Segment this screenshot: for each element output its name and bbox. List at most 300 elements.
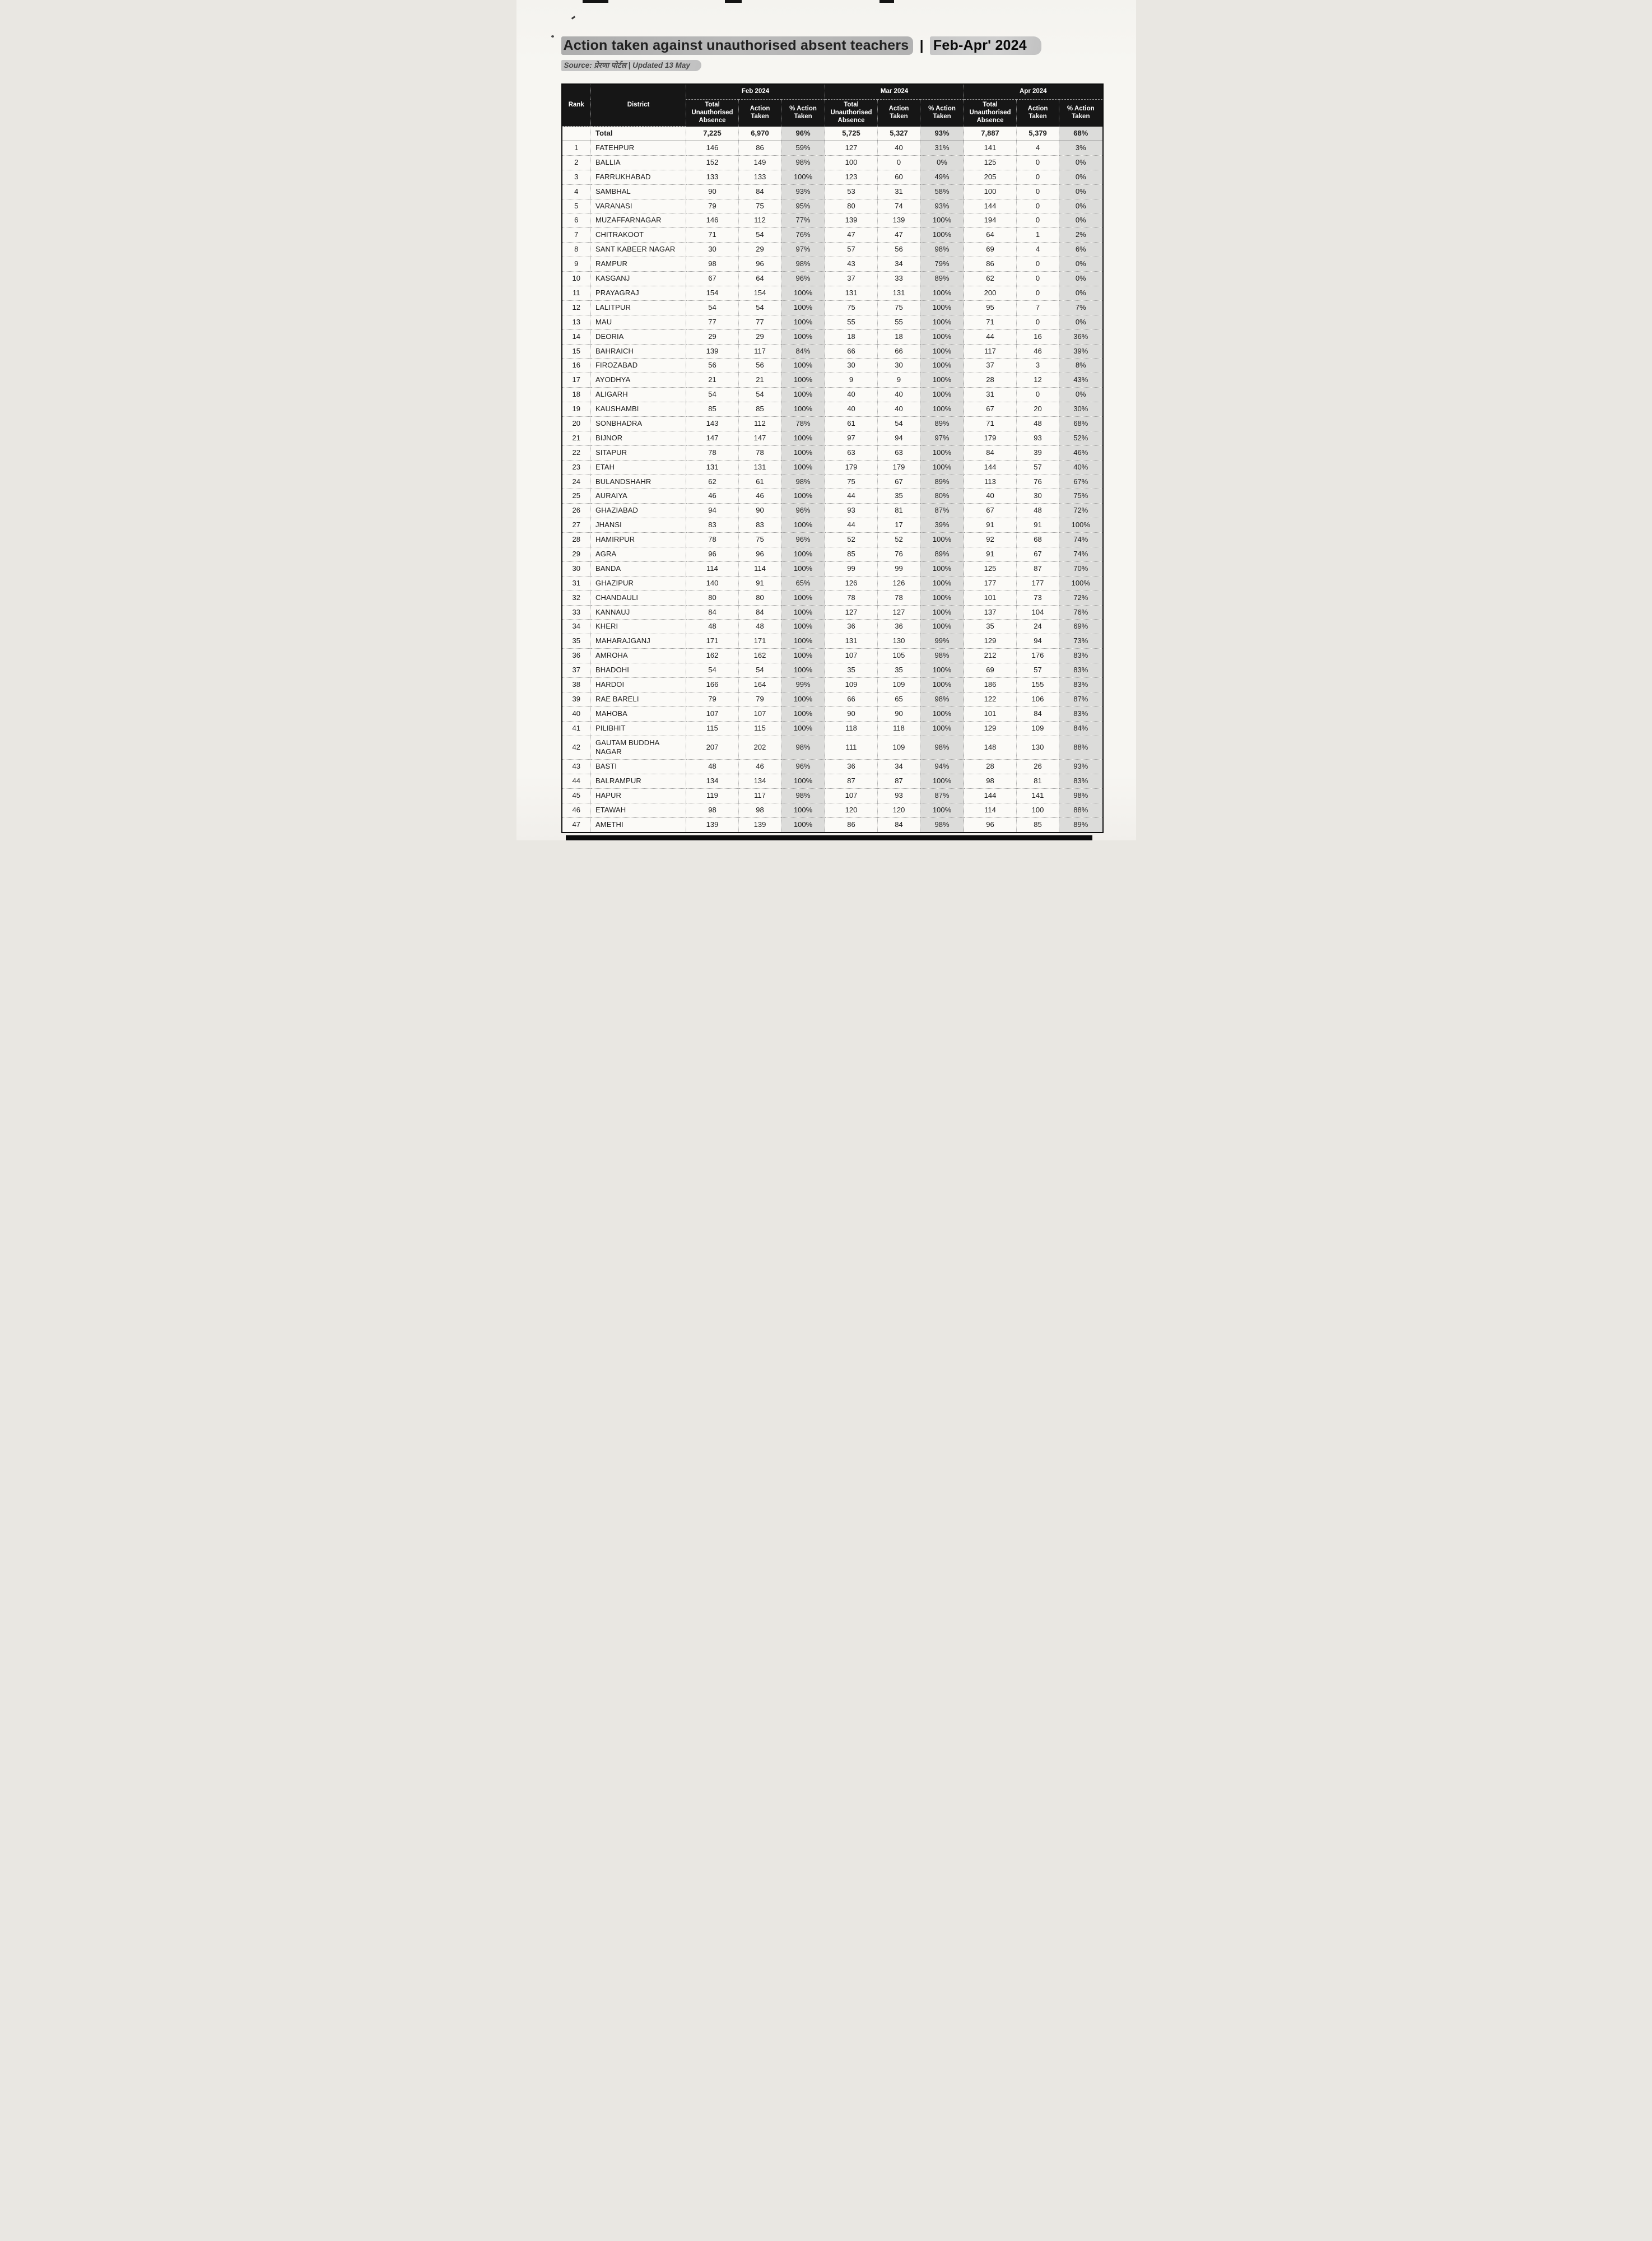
cell-value: 88% — [1059, 803, 1103, 818]
cell-value: 112 — [739, 213, 781, 228]
cell-value: 31% — [920, 141, 964, 156]
cell-value: 73% — [1059, 634, 1103, 649]
cell-value: 33 — [878, 272, 920, 286]
cell-value: 78 — [686, 445, 739, 460]
cell-value: 177 — [1017, 576, 1059, 591]
cell-value: 4 — [1017, 243, 1059, 257]
cell-value: 61 — [739, 475, 781, 489]
cell-district: CHANDAULI — [591, 591, 686, 605]
cell-value: 35 — [878, 663, 920, 678]
cell-value: 207 — [686, 736, 739, 760]
cell-value: 100% — [781, 591, 825, 605]
cell-rank: 5 — [562, 199, 591, 213]
cell-value: 35 — [964, 620, 1017, 634]
cell-value: 98% — [920, 243, 964, 257]
cell-value: 131 — [739, 460, 781, 475]
cell-value: 35 — [825, 663, 878, 678]
cell-district: AYODHYA — [591, 373, 686, 388]
cell-value: 118 — [878, 721, 920, 736]
table-row — [562, 300, 1103, 315]
cell-value: 133 — [686, 170, 739, 184]
cell-value: 87% — [1059, 692, 1103, 706]
cell-value: 0% — [1059, 286, 1103, 300]
cell-value: 97% — [920, 431, 964, 445]
cell-value: 100% — [920, 533, 964, 547]
cell-value: 133 — [739, 170, 781, 184]
cell-value: 0 — [1017, 388, 1059, 402]
cell-value: 56 — [686, 359, 739, 373]
cell-district: MAHOBA — [591, 706, 686, 721]
cell-value: 68 — [1017, 533, 1059, 547]
cell-value: 98% — [781, 257, 825, 272]
cell-district: HAPUR — [591, 789, 686, 803]
scan-artifact-top — [583, 0, 608, 3]
cell-value: 74% — [1059, 547, 1103, 561]
cell-value: 113 — [964, 475, 1017, 489]
cell-value: 100% — [920, 605, 964, 620]
cell-value: 26 — [1017, 760, 1059, 774]
cell-value: 95 — [964, 300, 1017, 315]
cell-value: 117 — [964, 344, 1017, 359]
table-header — [562, 84, 1103, 126]
cell-value: 122 — [964, 692, 1017, 706]
cell-value: 47 — [825, 228, 878, 243]
table-row — [562, 677, 1103, 692]
cell-value: 98% — [781, 789, 825, 803]
cell-value: 96 — [964, 817, 1017, 832]
cell-value: 100% — [781, 803, 825, 818]
cell-district: BULANDSHAHR — [591, 475, 686, 489]
cell-value: 100% — [920, 286, 964, 300]
cell-value: 100% — [781, 817, 825, 832]
cell-value: 100% — [781, 300, 825, 315]
cell-value: 100% — [920, 213, 964, 228]
cell-value: 44 — [825, 518, 878, 533]
cell-rank: 21 — [562, 431, 591, 445]
cell-value: 78 — [686, 533, 739, 547]
cell-value: 54 — [739, 388, 781, 402]
cell-value: 91 — [739, 576, 781, 591]
cell-value: 83 — [739, 518, 781, 533]
cell-value: 100% — [920, 576, 964, 591]
cell-rank: 30 — [562, 561, 591, 576]
cell-district: KANNAUJ — [591, 605, 686, 620]
cell-value: 54 — [686, 388, 739, 402]
cell-value: 162 — [686, 649, 739, 663]
cell-value: 89% — [920, 547, 964, 561]
cell-district: AMROHA — [591, 649, 686, 663]
cell-value: 98 — [686, 803, 739, 818]
cell-value: 114 — [686, 561, 739, 576]
cell-value: 77% — [781, 213, 825, 228]
cell-value: 100% — [781, 663, 825, 678]
cell-value: 36 — [878, 620, 920, 634]
cell-district: KASGANJ — [591, 272, 686, 286]
table-row — [562, 257, 1103, 272]
cell-value: 95% — [781, 199, 825, 213]
cell-value: 78% — [781, 416, 825, 431]
cell-value: 100 — [1017, 803, 1059, 818]
table-row — [562, 373, 1103, 388]
cell-value: 7% — [1059, 300, 1103, 315]
cell-value: 127 — [878, 605, 920, 620]
cell-value: 205 — [964, 170, 1017, 184]
cell-value: 125 — [964, 155, 1017, 170]
cell-value: 93% — [1059, 760, 1103, 774]
cell-value: 93% — [781, 184, 825, 199]
header-action-taken: % Action Taken — [781, 100, 825, 127]
cell-value: 67 — [878, 475, 920, 489]
cell-value: 91 — [1017, 518, 1059, 533]
table-row — [562, 489, 1103, 504]
cell-district: HAMIRPUR — [591, 533, 686, 547]
table-row — [562, 533, 1103, 547]
cell-rank: 44 — [562, 774, 591, 789]
cell-value: 127 — [825, 605, 878, 620]
cell-value: 40% — [1059, 460, 1103, 475]
cell-rank: 13 — [562, 315, 591, 329]
cell-value: 144 — [964, 789, 1017, 803]
cell-value: 0% — [1059, 199, 1103, 213]
cell-value: 96% — [781, 504, 825, 518]
cell-value: 109 — [1017, 721, 1059, 736]
cell-value: 21 — [739, 373, 781, 388]
cell-value: 130 — [878, 634, 920, 649]
cell-district: ETAWAH — [591, 803, 686, 818]
cell-value: 0% — [1059, 272, 1103, 286]
cell-value: 55 — [825, 315, 878, 329]
cell-value: 30 — [878, 359, 920, 373]
cell-value: 0 — [1017, 315, 1059, 329]
cell-district: HARDOI — [591, 677, 686, 692]
cell-value: 75% — [1059, 489, 1103, 504]
cell-value: 0 — [1017, 272, 1059, 286]
cell-value: 0% — [1059, 315, 1103, 329]
table-row — [562, 475, 1103, 489]
cell-rank: 6 — [562, 213, 591, 228]
cell-value: 93% — [920, 127, 964, 141]
cell-value: 100% — [920, 228, 964, 243]
cell-value: 0% — [1059, 155, 1103, 170]
cell-value: 37 — [825, 272, 878, 286]
cell-value: 29 — [739, 243, 781, 257]
cell-value: 107 — [825, 789, 878, 803]
cell-district: SITAPUR — [591, 445, 686, 460]
table-row — [562, 561, 1103, 576]
cell-value: 57 — [825, 243, 878, 257]
cell-value: 96% — [781, 272, 825, 286]
table-row — [562, 547, 1103, 561]
cell-rank: 40 — [562, 706, 591, 721]
cell-value: 200 — [964, 286, 1017, 300]
cell-value: 65% — [781, 576, 825, 591]
cell-value: 162 — [739, 649, 781, 663]
cell-value: 100 — [964, 184, 1017, 199]
cell-value: 89% — [1059, 817, 1103, 832]
cell-value: 146 — [686, 141, 739, 156]
cell-value: 96% — [781, 127, 825, 141]
cell-value: 40 — [964, 489, 1017, 504]
table-row — [562, 243, 1103, 257]
cell-value: 30 — [825, 359, 878, 373]
cell-value: 80 — [686, 591, 739, 605]
table-row — [562, 359, 1103, 373]
cell-value: 75 — [739, 533, 781, 547]
scan-artifact-top — [879, 0, 894, 3]
table-row — [562, 431, 1103, 445]
cell-rank: 39 — [562, 692, 591, 706]
cell-value: 100% — [781, 774, 825, 789]
cell-district: KHERI — [591, 620, 686, 634]
cell-value: 100% — [920, 329, 964, 344]
cell-value: 149 — [739, 155, 781, 170]
cell-district: AMETHI — [591, 817, 686, 832]
cell-district: SONBHADRA — [591, 416, 686, 431]
cell-rank: 42 — [562, 736, 591, 760]
cell-value: 171 — [739, 634, 781, 649]
cell-value: 48 — [739, 620, 781, 634]
cell-value: 67 — [686, 272, 739, 286]
cell-value: 84 — [964, 445, 1017, 460]
cell-value: 96 — [686, 547, 739, 561]
table-row — [562, 605, 1103, 620]
cell-value: 17 — [878, 518, 920, 533]
cell-value: 107 — [739, 706, 781, 721]
cell-rank: 29 — [562, 547, 591, 561]
cell-value: 164 — [739, 677, 781, 692]
cell-value: 80% — [920, 489, 964, 504]
cell-value: 98 — [686, 257, 739, 272]
cell-value: 100% — [920, 591, 964, 605]
cell-value: 84 — [686, 605, 739, 620]
cell-rank: 2 — [562, 155, 591, 170]
cell-value: 1 — [1017, 228, 1059, 243]
cell-value: 75 — [825, 475, 878, 489]
cell-value: 87 — [1017, 561, 1059, 576]
cell-value: 98% — [920, 736, 964, 760]
cell-value: 100% — [781, 431, 825, 445]
scan-artifact-top — [725, 0, 742, 3]
cell-value: 171 — [686, 634, 739, 649]
cell-value: 96% — [781, 760, 825, 774]
cell-value: 76% — [1059, 605, 1103, 620]
cell-value: 134 — [739, 774, 781, 789]
cell-value: 34 — [878, 257, 920, 272]
cell-value: 100% — [781, 388, 825, 402]
cell-district: BASTI — [591, 760, 686, 774]
cell-rank: 23 — [562, 460, 591, 475]
cell-district: JHANSI — [591, 518, 686, 533]
cell-value: 40 — [878, 388, 920, 402]
cell-value: 78 — [739, 445, 781, 460]
cell-value: 186 — [964, 677, 1017, 692]
cell-value: 139 — [686, 817, 739, 832]
cell-value: 40 — [878, 402, 920, 417]
cell-value: 90 — [739, 504, 781, 518]
cell-value: 52% — [1059, 431, 1103, 445]
cell-value: 39% — [1059, 344, 1103, 359]
cell-value: 93 — [878, 789, 920, 803]
cell-value: 0 — [1017, 213, 1059, 228]
cell-value: 93 — [825, 504, 878, 518]
cell-district: PRAYAGRAJ — [591, 286, 686, 300]
cell-value: 84% — [781, 344, 825, 359]
cell-value: 40 — [825, 402, 878, 417]
cell-district: FIROZABAD — [591, 359, 686, 373]
cell-rank — [562, 127, 591, 141]
cell-value: 54 — [739, 228, 781, 243]
cell-district: PILIBHIT — [591, 721, 686, 736]
cell-value: 63 — [878, 445, 920, 460]
cell-value: 141 — [964, 141, 1017, 156]
cell-value: 179 — [878, 460, 920, 475]
cell-value: 139 — [825, 213, 878, 228]
cell-rank: 25 — [562, 489, 591, 504]
cell-value: 34 — [878, 760, 920, 774]
header-month-group: Apr 2024 — [964, 84, 1103, 100]
cell-value: 46 — [686, 489, 739, 504]
cell-value: 84 — [739, 605, 781, 620]
cell-value: 139 — [686, 344, 739, 359]
cell-district: KAUSHAMBI — [591, 402, 686, 417]
cell-value: 12 — [1017, 373, 1059, 388]
cell-value: 0 — [1017, 257, 1059, 272]
cell-value: 90 — [825, 706, 878, 721]
cell-value: 140 — [686, 576, 739, 591]
cell-value: 44 — [964, 329, 1017, 344]
cell-rank: 22 — [562, 445, 591, 460]
cell-value: 48 — [1017, 504, 1059, 518]
cell-district: MAU — [591, 315, 686, 329]
cell-rank: 15 — [562, 344, 591, 359]
cell-value: 144 — [964, 199, 1017, 213]
cell-value: 96 — [739, 547, 781, 561]
cell-value: 71 — [964, 416, 1017, 431]
title-highlighted-text: Action taken against unauthorised absent teachers — [561, 36, 914, 55]
table-row — [562, 184, 1103, 199]
cell-value: 100% — [920, 663, 964, 678]
cell-value: 6,970 — [739, 127, 781, 141]
cell-value: 96 — [739, 257, 781, 272]
cell-value: 141 — [1017, 789, 1059, 803]
table-row — [562, 286, 1103, 300]
cell-value: 176 — [1017, 649, 1059, 663]
cell-district: CHITRAKOOT — [591, 228, 686, 243]
cell-value: 4 — [1017, 141, 1059, 156]
cell-district: GHAZIABAD — [591, 504, 686, 518]
scan-artifact-bottom — [566, 835, 1092, 840]
cell-value: 114 — [739, 561, 781, 576]
cell-value: 64 — [739, 272, 781, 286]
header-district: District — [591, 84, 686, 126]
cell-value: 92 — [964, 533, 1017, 547]
table-row — [562, 155, 1103, 170]
cell-value: 177 — [964, 576, 1017, 591]
cell-value: 86 — [825, 817, 878, 832]
cell-value: 46 — [739, 489, 781, 504]
table-row — [562, 504, 1103, 518]
cell-value: 100% — [920, 344, 964, 359]
cell-rank: 45 — [562, 789, 591, 803]
cell-value: 0 — [1017, 286, 1059, 300]
cell-rank: 47 — [562, 817, 591, 832]
cell-value: 47 — [878, 228, 920, 243]
cell-value: 0% — [920, 155, 964, 170]
cell-value: 98% — [1059, 789, 1103, 803]
cell-value: 36 — [825, 760, 878, 774]
cell-value: 100% — [920, 460, 964, 475]
cell-value: 137 — [964, 605, 1017, 620]
cell-value: 93 — [1017, 431, 1059, 445]
cell-value: 99% — [781, 677, 825, 692]
cell-value: 30 — [686, 243, 739, 257]
cell-value: 71 — [964, 315, 1017, 329]
cell-value: 67 — [964, 402, 1017, 417]
cell-value: 100% — [781, 402, 825, 417]
table-row — [562, 416, 1103, 431]
cell-value: 202 — [739, 736, 781, 760]
cell-value: 46 — [1017, 344, 1059, 359]
cell-value: 78 — [878, 591, 920, 605]
cell-district: AGRA — [591, 547, 686, 561]
cell-district: BALRAMPUR — [591, 774, 686, 789]
cell-value: 31 — [878, 184, 920, 199]
cell-district: BAHRAICH — [591, 344, 686, 359]
cell-value: 100% — [920, 300, 964, 315]
cell-value: 154 — [739, 286, 781, 300]
cell-district: GAUTAM BUDDHA NAGAR — [591, 736, 686, 760]
cell-value: 100% — [920, 774, 964, 789]
cell-value: 39% — [920, 518, 964, 533]
cell-value: 131 — [878, 286, 920, 300]
cell-value: 0% — [1059, 388, 1103, 402]
cell-value: 106 — [1017, 692, 1059, 706]
cell-rank: 16 — [562, 359, 591, 373]
cell-value: 69 — [964, 243, 1017, 257]
cell-value: 93% — [920, 199, 964, 213]
header-total-unauthorised-absence: Total Unauthorised Absence — [686, 100, 739, 127]
header-action-taken: Action Taken — [878, 100, 920, 127]
cell-value: 75 — [825, 300, 878, 315]
cell-value: 94 — [686, 504, 739, 518]
cell-value: 147 — [739, 431, 781, 445]
cell-value: 48 — [686, 620, 739, 634]
cell-value: 100% — [781, 359, 825, 373]
header-month-group: Mar 2024 — [825, 84, 964, 100]
cell-rank: 34 — [562, 620, 591, 634]
cell-value: 83 — [686, 518, 739, 533]
cell-value: 9 — [878, 373, 920, 388]
cell-value: 147 — [686, 431, 739, 445]
cell-rank: 20 — [562, 416, 591, 431]
table-row — [562, 620, 1103, 634]
cell-rank: 28 — [562, 533, 591, 547]
cell-district: MUZAFFARNAGAR — [591, 213, 686, 228]
cell-value: 98 — [739, 803, 781, 818]
header-rank: Rank — [562, 84, 591, 126]
cell-value: 109 — [878, 736, 920, 760]
cell-value: 66 — [878, 344, 920, 359]
cell-district: RAMPUR — [591, 257, 686, 272]
header-action-taken: % Action Taken — [920, 100, 964, 127]
cell-value: 100% — [781, 605, 825, 620]
cell-value: 89% — [920, 272, 964, 286]
cell-value: 69 — [964, 663, 1017, 678]
cell-value: 18 — [878, 329, 920, 344]
cell-district: BIJNOR — [591, 431, 686, 445]
cell-value: 98 — [964, 774, 1017, 789]
cell-value: 84% — [1059, 721, 1103, 736]
